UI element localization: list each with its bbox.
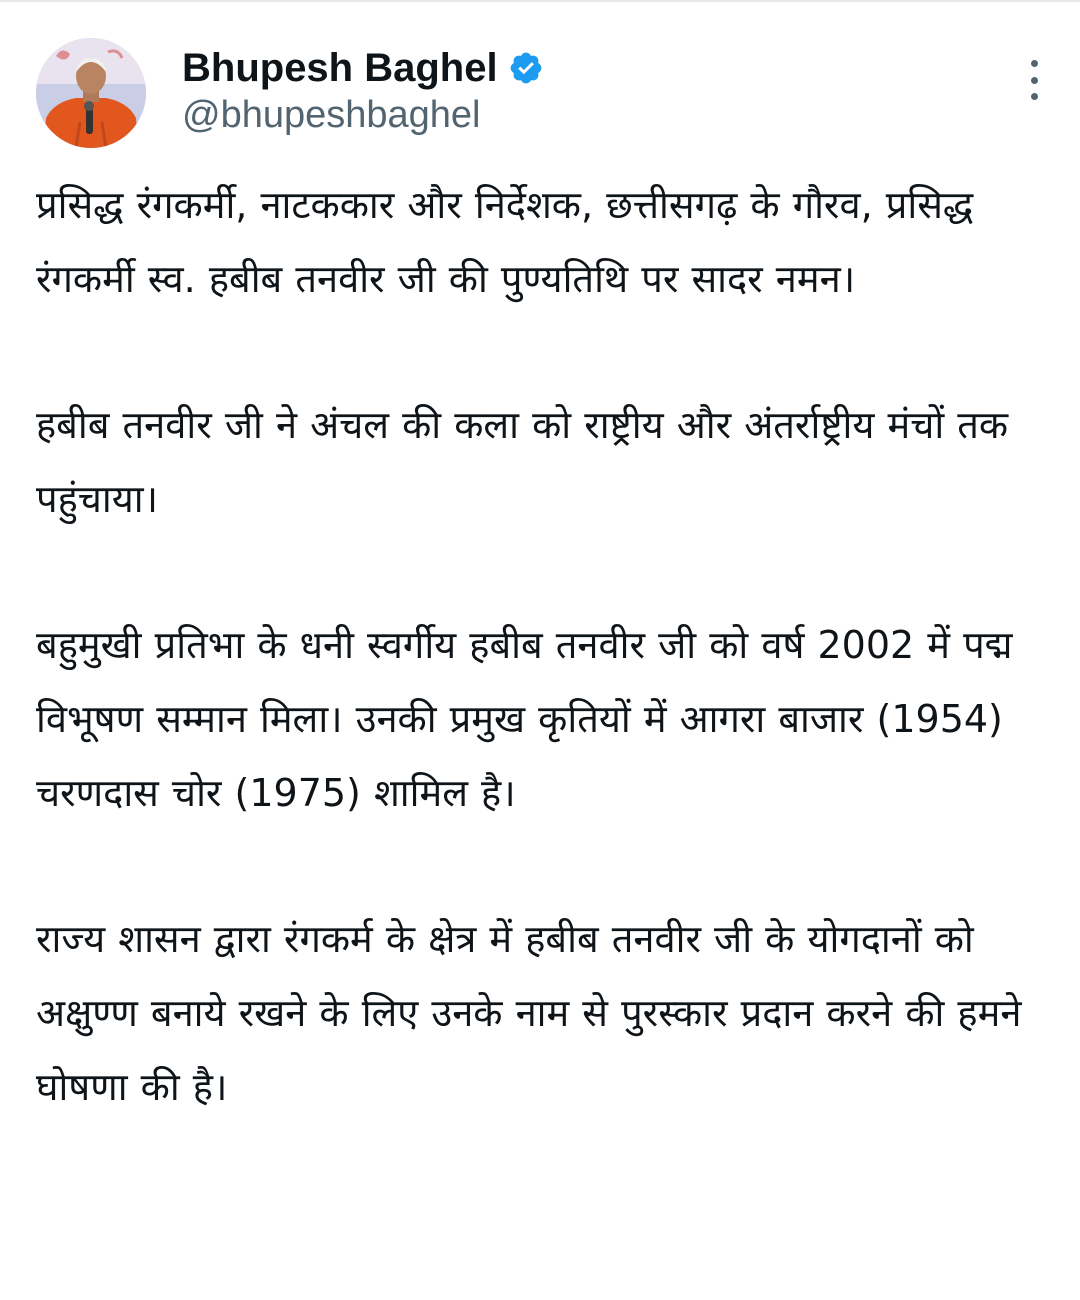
author-handle[interactable]: @bhupeshbaghel xyxy=(182,94,481,136)
more-dot xyxy=(1031,77,1038,84)
more-vertical-icon[interactable] xyxy=(1022,60,1046,100)
avatar[interactable] xyxy=(36,38,146,148)
more-dot xyxy=(1031,60,1038,67)
paragraph-spacer xyxy=(36,830,1046,902)
paragraph-spacer xyxy=(36,536,1046,608)
author-name-row xyxy=(182,42,544,94)
profile-photo xyxy=(36,38,146,148)
author-display-name[interactable]: Bhupesh Baghel xyxy=(182,45,498,90)
tweet-text xyxy=(36,168,1046,1124)
paragraph-spacer xyxy=(36,316,1046,388)
tweet-paragraph: राज्य शासन द्वारा रंगकर्म के क्षेत्र में हबीब तनवीर जी के योगदानों को अक्षुण्ण बनाये रखने के लिए उनके नाम से पुरस्कार प्रदान करने की हमने घोषणा की है। xyxy=(36,917,1022,1109)
tweet-paragraph: बहुमुखी प्रतिभा के धनी स्वर्गीय हबीब तनवीर जी को वर्ष 2002 में पद्म विभूषण सम्मान मिला। उनकी प्रमुख कृतियों में आगरा बाजार (1954) चरणदास चोर (1975) शामिल है। xyxy=(36,623,1013,815)
tweet-paragraph: प्रसिद्ध रंगकर्मी, नाटककार और निर्देशक, छत्तीसगढ़ के गौरव, प्रसिद्ध रंगकर्मी स्व. हबीब तनवीर जी की पुण्यतिथि पर सादर नमन। xyxy=(36,183,974,301)
more-dot xyxy=(1031,93,1038,100)
tweet-header xyxy=(36,38,1046,150)
verified-badge-icon xyxy=(508,50,544,86)
top-divider xyxy=(0,0,1080,2)
tweet-paragraph: हबीब तनवीर जी ने अंचल की कला को राष्ट्रीय और अंतर्राष्ट्रीय मंचों तक पहुंचाया। xyxy=(36,403,1009,521)
